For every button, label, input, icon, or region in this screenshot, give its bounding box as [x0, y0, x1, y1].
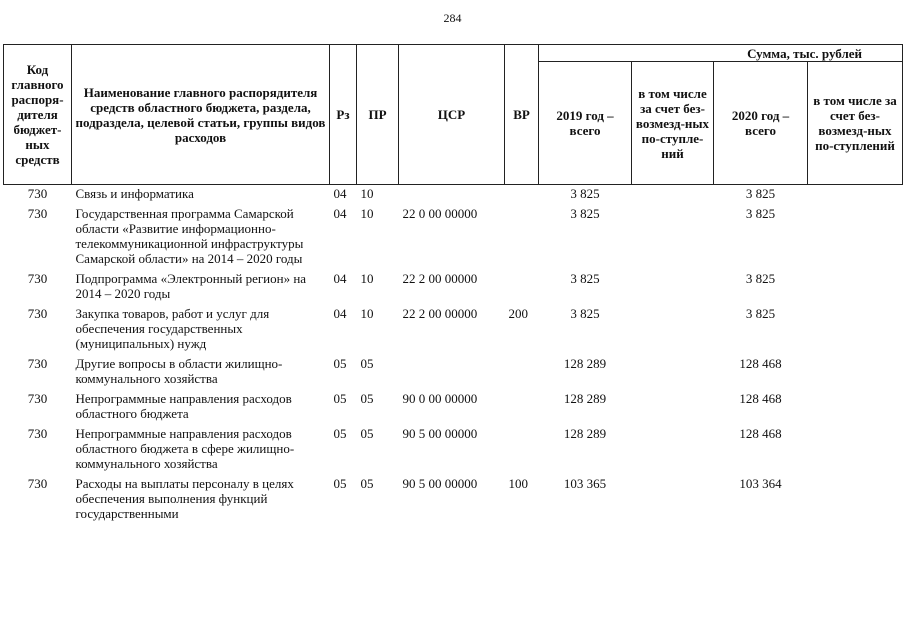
- cell-code: 730: [27, 306, 48, 321]
- table-row: [4, 206, 903, 271]
- cell-rz: 05: [333, 356, 347, 371]
- cell-pr: 05: [360, 391, 374, 406]
- cell-2019-free: [632, 391, 714, 426]
- cell-2020: 3 825: [745, 306, 776, 321]
- cell-2020: 3 825: [745, 186, 776, 201]
- header-name: Наименование главного распорядителя средств областного бюджета, раздела, подраздела, целевой статьи, группы видов расходов: [72, 45, 330, 185]
- table-header: [4, 45, 903, 185]
- cell-code: 730: [27, 271, 48, 286]
- cell-2019: 3 825: [570, 271, 600, 286]
- table-row: [4, 185, 903, 207]
- cell-vr: [505, 426, 539, 476]
- budget-table: [3, 44, 903, 526]
- header-2019-total: 2019 год – всего: [539, 62, 632, 185]
- cell-csr: 22 2 00 00000: [402, 306, 478, 321]
- cell-csr: 22 0 00 00000: [402, 206, 478, 221]
- cell-2019: 3 825: [570, 186, 600, 201]
- cell-name: Закупка товаров, работ и услуг для обеспечения государственных (муниципальных) нужд: [75, 306, 270, 351]
- table-row: [4, 306, 903, 356]
- cell-pr: 05: [360, 356, 374, 371]
- cell-pr: 10: [360, 306, 374, 321]
- cell-pr: 05: [360, 476, 374, 491]
- cell-vr: [505, 356, 539, 391]
- header-vr: ВР: [505, 45, 539, 185]
- cell-vr: [505, 206, 539, 271]
- cell-vr: 100: [508, 476, 528, 491]
- cell-2020-free: [808, 391, 903, 426]
- cell-vr: 200: [508, 306, 528, 321]
- cell-rz: 04: [333, 186, 347, 201]
- cell-2019: 128 289: [563, 426, 607, 441]
- cell-2020-free: [808, 306, 903, 356]
- cell-2020-free: [808, 426, 903, 476]
- table-row: [4, 391, 903, 426]
- cell-2020-free: [808, 356, 903, 391]
- cell-2020: 128 468: [739, 356, 782, 371]
- cell-2019: 3 825: [570, 206, 600, 221]
- cell-2019-free: [632, 476, 714, 526]
- cell-pr: 10: [360, 271, 374, 286]
- cell-2020: 128 468: [739, 391, 782, 406]
- cell-rz: 04: [333, 306, 347, 321]
- cell-rz: 05: [333, 391, 347, 406]
- cell-2019-free: [632, 206, 714, 271]
- cell-2020: 3 825: [745, 271, 776, 286]
- cell-code: 730: [27, 186, 48, 201]
- cell-csr: 90 0 00 00000: [402, 391, 478, 406]
- cell-2019: 128 289: [563, 391, 607, 406]
- cell-name: Подпрограмма «Электронный регион» на 2014 – 2020 годы: [75, 271, 307, 301]
- cell-name: Связь и информатика: [75, 186, 194, 201]
- cell-2020-free: [808, 185, 903, 207]
- cell-name: Другие вопросы в области жилищно-коммунального хозяйства: [75, 356, 283, 386]
- cell-csr: [399, 356, 505, 391]
- cell-2019: 128 289: [563, 356, 607, 371]
- cell-name: Непрограммные направления расходов областного бюджета в сфере жилищно-коммунального хозяйства: [75, 426, 295, 471]
- table-row: [4, 356, 903, 391]
- cell-2019-free: [632, 271, 714, 306]
- header-code: Код главного распоря-дителя бюджет-ных средств: [4, 45, 72, 185]
- page-number: 284: [443, 11, 462, 25]
- cell-rz: 05: [333, 426, 347, 441]
- cell-2019: 3 825: [570, 306, 600, 321]
- cell-2019-free: [632, 356, 714, 391]
- header-2019-gratis: в том числе за счет без-возмезд-ных по-ступле-ний: [632, 62, 714, 185]
- cell-2020-free: [808, 206, 903, 271]
- header-rz: Рз: [330, 45, 357, 185]
- cell-2019-free: [632, 306, 714, 356]
- cell-2020: 3 825: [745, 206, 776, 221]
- cell-code: 730: [27, 476, 48, 491]
- cell-code: 730: [27, 391, 48, 406]
- header-pr: ПР: [357, 45, 399, 185]
- cell-name: Непрограммные направления расходов областного бюджета: [75, 391, 292, 421]
- cell-vr: [505, 185, 539, 207]
- header-2020-total: 2020 год – всего: [714, 62, 808, 185]
- cell-code: 730: [27, 356, 48, 371]
- table-row: [4, 271, 903, 306]
- cell-2019: 103 365: [563, 476, 607, 491]
- cell-rz: 04: [333, 271, 347, 286]
- table-row: [4, 426, 903, 476]
- cell-pr: 05: [360, 426, 374, 441]
- cell-pr: 10: [360, 206, 374, 221]
- cell-2020-free: [808, 271, 903, 306]
- cell-name: Расходы на выплаты персоналу в целях обеспечения выполнения функций государственными: [75, 476, 294, 521]
- header-sum-group: Сумма, тыс. рублей: [539, 45, 903, 62]
- cell-2019-free: [632, 185, 714, 207]
- cell-csr: [399, 185, 505, 207]
- cell-name: Государственная программа Самарской области «Развитие информационно-телекоммуникационной инфраструктуры Самарской области» на 2014 – 2020 годы: [75, 206, 304, 266]
- cell-vr: [505, 271, 539, 306]
- cell-code: 730: [27, 206, 48, 221]
- header-csr: ЦСР: [399, 45, 505, 185]
- cell-rz: 04: [333, 206, 347, 221]
- cell-code: 730: [27, 426, 48, 441]
- table-row: [4, 476, 903, 526]
- cell-vr: [505, 391, 539, 426]
- cell-2020: 103 364: [739, 476, 782, 491]
- cell-2020: 128 468: [739, 426, 782, 441]
- cell-2020-free: [808, 476, 903, 526]
- cell-csr: 90 5 00 00000: [402, 476, 478, 491]
- cell-csr: 22 2 00 00000: [402, 271, 478, 286]
- cell-csr: 90 5 00 00000: [402, 426, 478, 441]
- cell-pr: 10: [360, 186, 374, 201]
- cell-2019-free: [632, 426, 714, 476]
- header-2020-gratis: в том числе за счет без-возмезд-ных по-ступлений: [808, 62, 903, 185]
- cell-rz: 05: [333, 476, 347, 491]
